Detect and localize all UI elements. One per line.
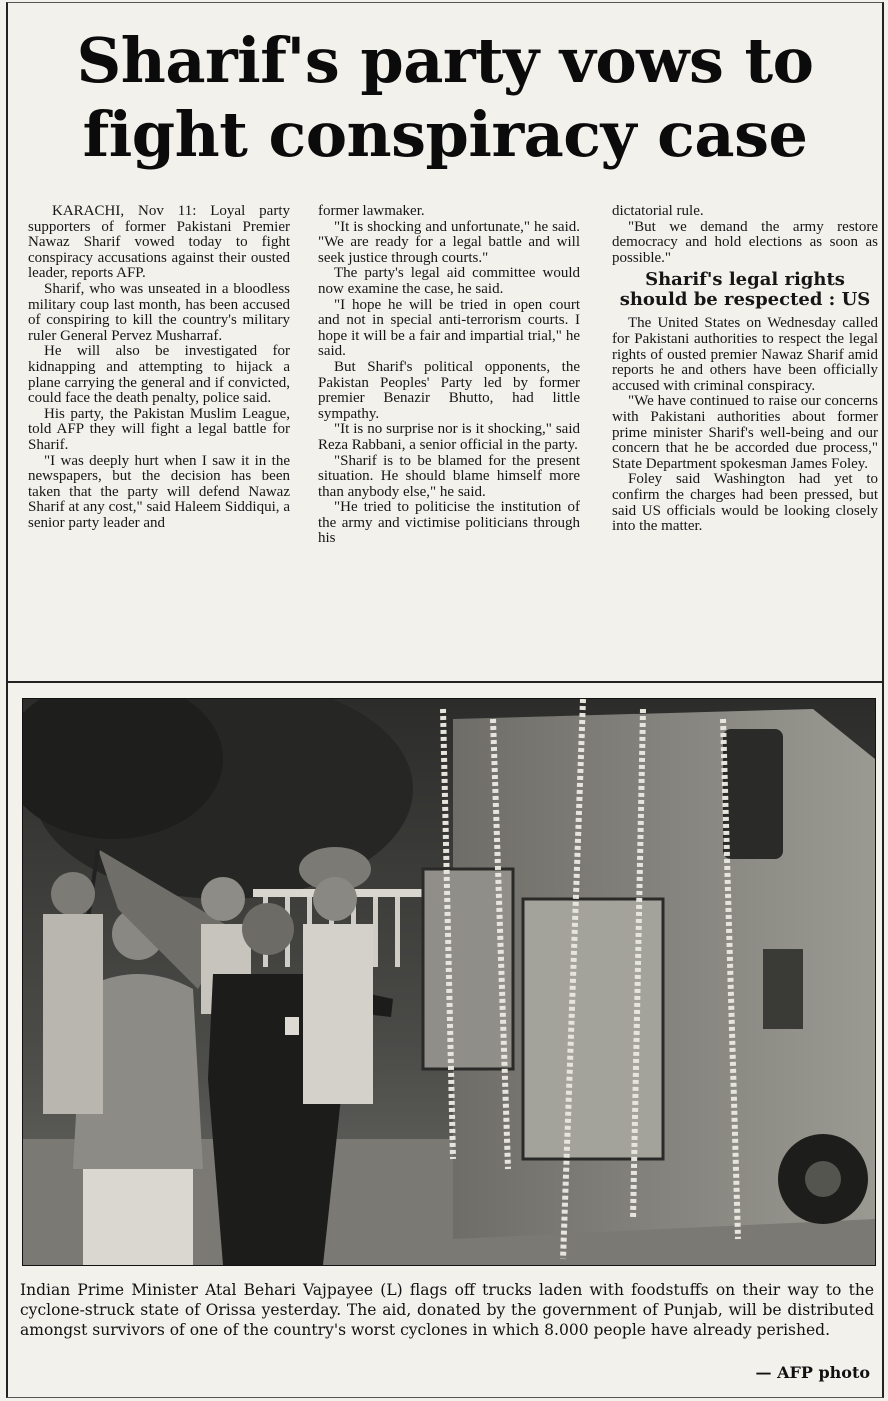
paragraph: dictatorial rule.	[612, 203, 704, 219]
article-column-1	[28, 204, 290, 531]
paragraph: "He tried to politicise the institution of the army and victimise politicians through his	[318, 499, 580, 547]
paragraph: KARACHI, Nov 11: Loyal party supporters of former Pakistani Premier Nawaz Sharif vowed today to fight conspiracy accusations against their ousted leader, reports AFP.	[28, 203, 290, 282]
paragraph: "It is shocking and unfortunate," he said. "We are ready for a legal battle and will seek justice through courts."	[318, 218, 580, 266]
paragraph: Sharif, who was unseated in a bloodless military coup last month, has been accused of conspiring to kill the country's military ruler General Pervez Musharraf.	[28, 280, 290, 344]
news-photo	[22, 698, 876, 1266]
paragraph: "But we demand the army restore democracy and hold elections as soon as possible."	[612, 218, 878, 266]
photo-caption: Indian Prime Minister Atal Behari Vajpayee (L) flags off trucks laden with foodstuffs on their way to the cyclone-struck state of Orissa yesterday. The aid, donated by the government of Punjab, will be distributed amongst survivors of one of the country's worst cyclones in which 8.000 people have already perished.	[20, 1281, 874, 1339]
paragraph: "We have continued to raise our concerns with Pakistani authorities about former prime minister Sharif's well-being and our concern that he be accorded due process," State Department spokesman James Foley.	[612, 393, 878, 472]
paragraph: Foley said Washington had yet to confirm the charges had been pressed, but said US officials would be looking closely into the matter.	[612, 471, 878, 535]
photo-illustration	[23, 699, 875, 1265]
paragraph: "It is no surprise nor is it shocking," said Reza Rabbani, a senior official in the party.	[318, 421, 580, 453]
section-divider	[6, 681, 884, 683]
paragraph: But Sharif's political opponents, the Pakistan Peoples' Party led by former premier Benazir Bhutto, had little sympathy.	[318, 358, 580, 422]
paragraph: The party's legal aid committee would now examine the case, he said.	[318, 265, 580, 297]
paragraph: The United States on Wednesday called for Pakistani authorities to respect the legal rights of ousted premier Nawaz Sharif amid reports he and others have been officially accused with criminal conspiracy.	[612, 315, 878, 394]
paragraph: His party, the Pakistan Muslim League, told AFP they will fight a legal battle for Sharif.	[28, 405, 290, 453]
paragraph: former lawmaker.	[318, 203, 425, 219]
article-column-3	[612, 204, 878, 535]
paragraph: "I was deeply hurt when I saw it in the newspapers, but the decision has been taken that the party will defend Nawaz Sharif at any cost," said Haleem Siddiqui, a senior party leader and	[28, 452, 290, 531]
subheadline: Sharif's legal rights should be respected : US	[619, 269, 871, 311]
headline: Sharif's party vows to fight conspiracy case	[76, 24, 814, 171]
paragraph: He will also be investigated for kidnapping and attempting to hijack a plane carrying the general and if convicted, could face the death penalty, police said.	[28, 343, 290, 407]
paragraph: "I hope he will be tried in open court and not in special anti-terrorism courts. I hope it will be a fair and impartial trial," he said.	[318, 296, 580, 360]
article-column-2	[318, 204, 580, 547]
paragraph: "Sharif is to be blamed for the present situation. He should blame himself more than anybody else," he said.	[318, 452, 580, 500]
photo-credit: — AFP photo	[755, 1363, 870, 1382]
